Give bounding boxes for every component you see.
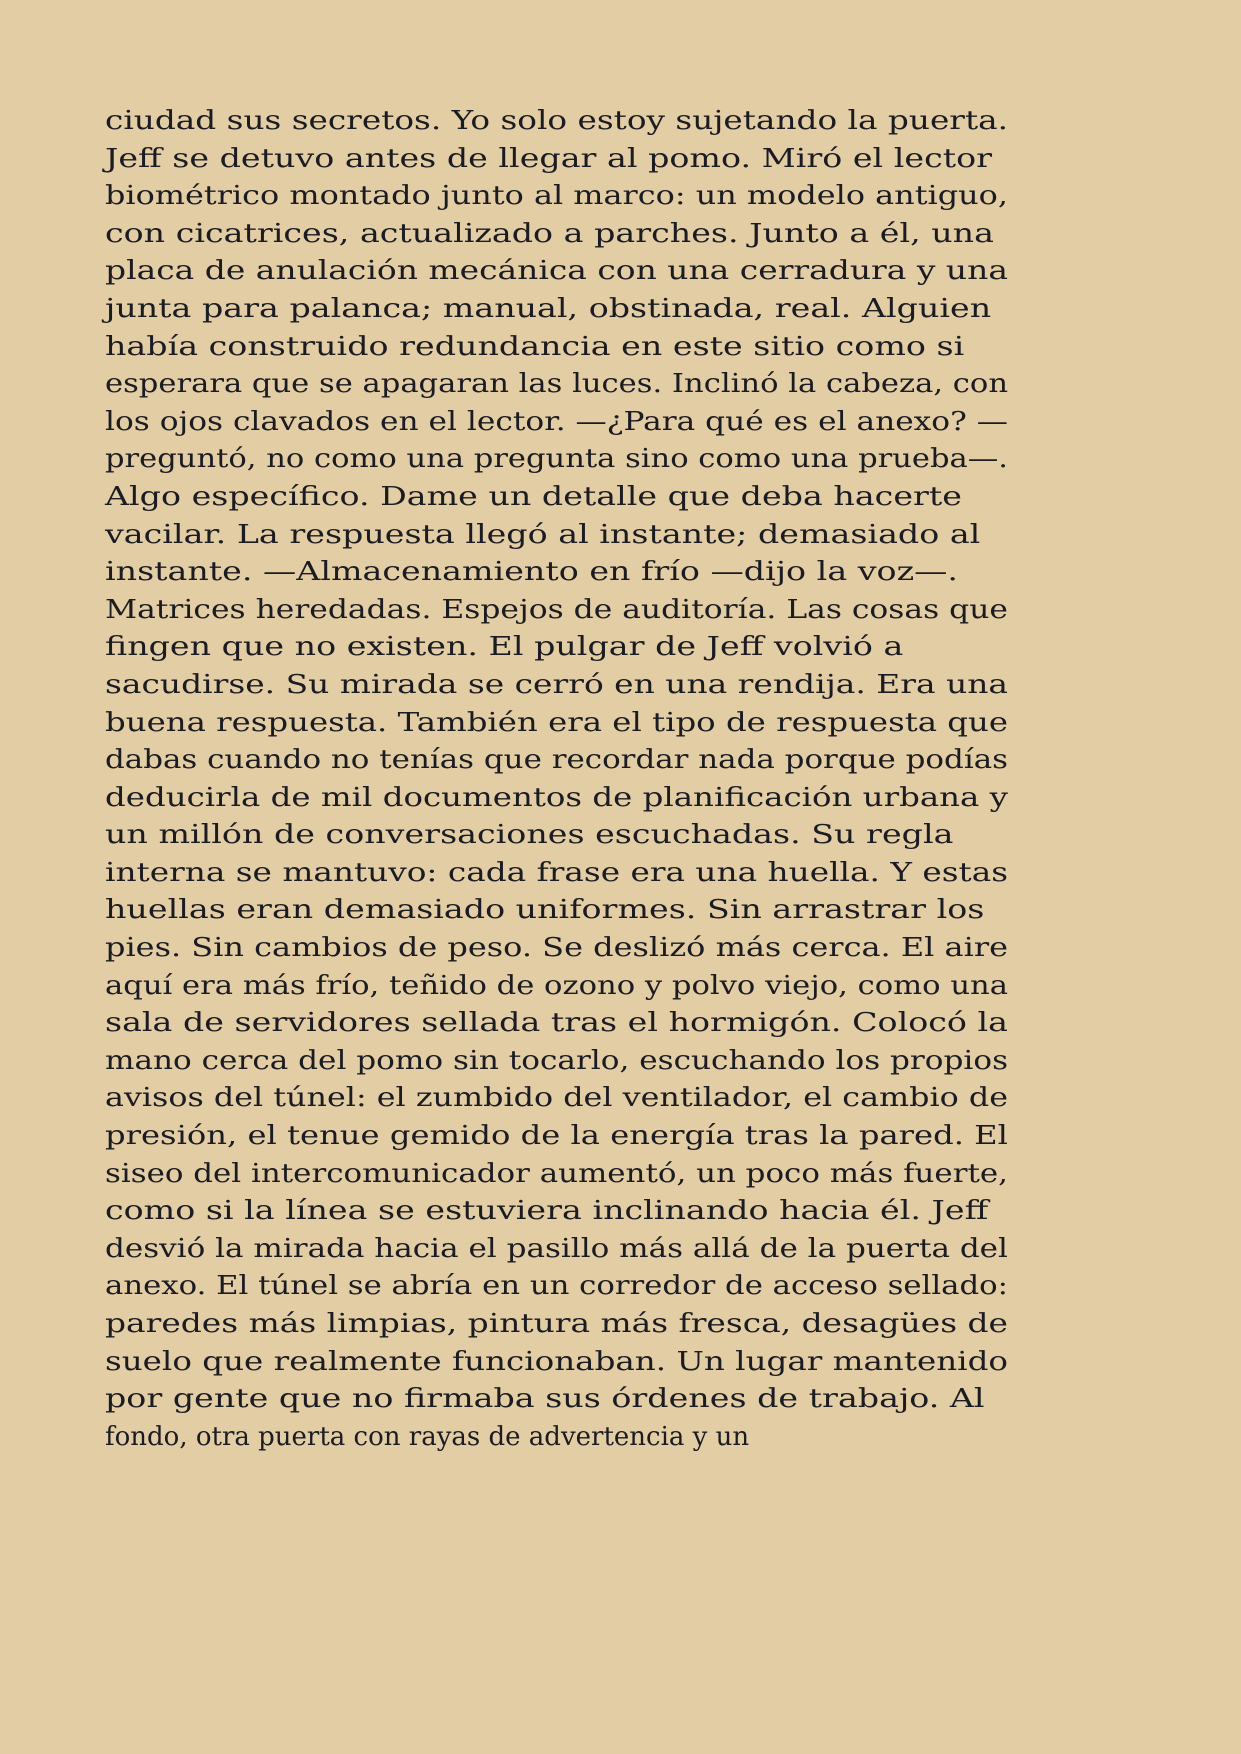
text-line-content: siseo del intercomunicador aumentó, un poco más fuerte, (105, 1158, 1008, 1189)
text-line (105, 329, 1008, 367)
text-line-content: presión, el tenue gemido de la energía tras la pared. El (105, 1121, 1008, 1152)
text-line (105, 817, 1008, 855)
text-line-content: buena respuesta. También era el tipo de respuesta que (105, 707, 1009, 738)
text-line-content: anexo. El túnel se abría en un corredor de acceso sellado: (105, 1271, 1009, 1302)
text-line (105, 366, 1008, 404)
text-line-content: instante. —Almacenamiento en frío —dijo la voz—. (105, 557, 958, 588)
text-line (105, 629, 1008, 667)
text-line-content: los ojos clavados en el lector. —¿Para qué es el anexo? — (105, 406, 1008, 437)
text-line-content: junta para palanca; manual, obstinada, real. Alguien (105, 293, 992, 324)
text-line (105, 1231, 1008, 1269)
text-line-content: desvió la mirada hacia el pasillo más allá de la puerta del (105, 1233, 1008, 1264)
text-line-content: había construido redundancia en este sitio como si (105, 331, 965, 362)
text-line (105, 141, 1008, 179)
text-line (105, 1193, 1008, 1231)
text-line (105, 103, 1008, 141)
text-line (105, 479, 1008, 517)
text-line-content: vacilar. La respuesta llegó al instante; demasiado al (105, 519, 981, 550)
text-line (105, 1043, 1008, 1081)
text-line (105, 441, 1008, 479)
text-line-content: sala de servidores sellada tras el hormigón. Colocó la (105, 1008, 1008, 1039)
text-line (105, 968, 1008, 1006)
text-line-content: avisos del túnel: el zumbido del ventilador, el cambio de (105, 1083, 1009, 1114)
text-line (105, 404, 1008, 442)
text-line (105, 1005, 1008, 1043)
text-line (105, 1118, 1008, 1156)
text-line (105, 780, 1008, 818)
text-line-content: deducirla de mil documentos de planificación urbana y (105, 782, 1009, 813)
text-line (105, 253, 1008, 291)
text-line-content: paredes más limpias, pintura más fresca, desagües de (105, 1309, 1008, 1339)
text-line-content: biométrico montado junto al marco: un modelo antiguo, (105, 181, 1008, 212)
text-line (105, 742, 1008, 780)
text-line (105, 592, 1008, 630)
text-line-content: Matrices heredadas. Espejos de auditoría. Las cosas que (105, 594, 1008, 625)
text-line (105, 216, 1008, 254)
text-line-content: pies. Sin cambios de peso. Se deslizó más cerca. El aire (105, 933, 1009, 964)
text-line-content: fondo, otra puerta con rayas de advertencia y un (105, 1421, 750, 1452)
text-line (105, 1080, 1008, 1118)
text-line (105, 1306, 1008, 1344)
text-line (105, 930, 1008, 968)
text-line-content: un millón de conversaciones escuchadas. Su regla (105, 820, 954, 851)
text-line (105, 291, 1008, 329)
text-line (105, 554, 1008, 592)
text-line-content: huellas eran demasiado uniformes. Sin arrastrar los (105, 895, 985, 926)
text-line (105, 705, 1008, 743)
text-line (105, 517, 1008, 555)
text-line-content: interna se mantuvo: cada frase era una huella. Y estas (105, 857, 1009, 888)
text-line (105, 892, 1008, 930)
text-line (105, 1156, 1008, 1194)
text-line-content: suelo que realmente funcionaban. Un lugar mantenido (105, 1346, 1009, 1377)
text-line-content: mano cerca del pomo sin tocarlo, escuchando los propios (105, 1045, 1009, 1076)
text-line-content: ciudad sus secretos. Yo solo estoy sujetando la puerta. (105, 106, 1009, 136)
text-line-content: como si la línea se estuviera inclinando hacia él. Jeff (105, 1196, 989, 1227)
text-line-content: esperara que se apagaran las luces. Inclinó la cabeza, con (105, 369, 1009, 400)
text-line-content: Jeff se detuvo antes de llegar al pomo. Miró el lector (105, 143, 993, 174)
text-line-content: Algo específico. Dame un detalle que deba hacerte (105, 481, 962, 512)
text-line-content: fingen que no existen. El pulgar de Jeff volvió a (105, 632, 904, 663)
text-line (105, 1268, 1008, 1306)
text-line-content: dabas cuando no tenías que recordar nada porque podías (105, 745, 1009, 776)
text-line-content: con cicatrices, actualizado a parches. Junto a él, una (105, 218, 994, 249)
text-line (105, 1381, 1008, 1419)
text-line (105, 667, 1008, 705)
text-line (105, 178, 1008, 216)
text-line-content: sacudirse. Su mirada se cerró en una rendija. Era una (105, 669, 1009, 700)
text-line (105, 855, 1008, 893)
text-line-content: aquí era más frío, teñido de ozono y polvo viejo, como una (105, 970, 1008, 1001)
text-line (105, 1419, 1008, 1457)
text-line-content: placa de anulación mecánica con una cerradura y una (105, 256, 1008, 287)
text-line-content: por gente que no firmaba sus órdenes de trabajo. Al (105, 1384, 985, 1415)
text-line (105, 1344, 1008, 1382)
body-text-column (105, 103, 1008, 1456)
text-line-content: preguntó, no como una pregunta sino como una prueba—. (105, 444, 1009, 475)
